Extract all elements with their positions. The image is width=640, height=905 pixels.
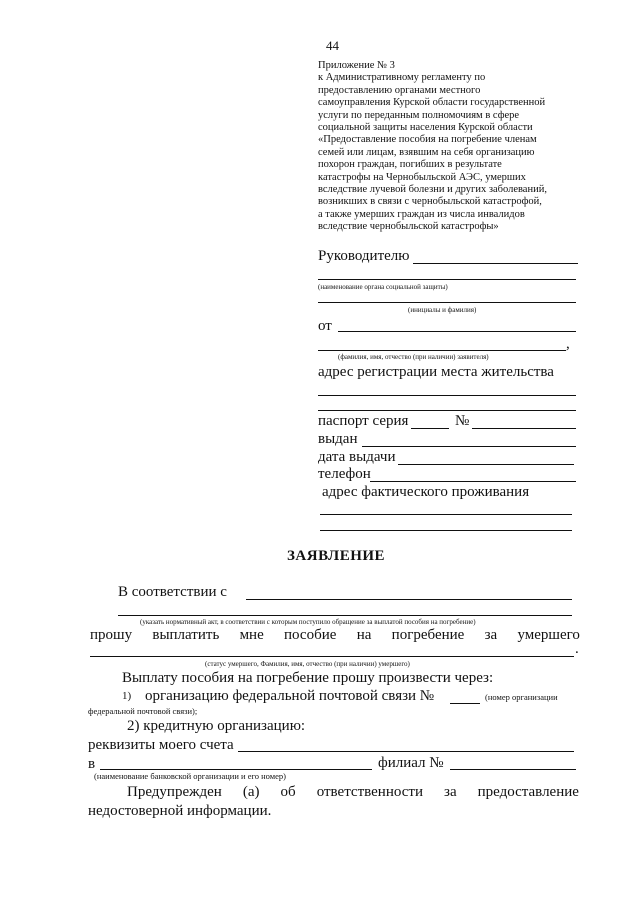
actual-address-label: адрес фактического проживания: [322, 484, 530, 500]
warning-word: об: [280, 784, 296, 800]
appendix-line: вследствие чернобыльской катастрофы»: [318, 221, 499, 233]
branch-label: филиал №: [378, 755, 444, 771]
branch-field[interactable]: [450, 769, 576, 770]
account-label: реквизиты моего счета: [88, 737, 234, 753]
initials-caption: (инициалы и фамилия): [408, 306, 477, 314]
appendix-line: к Административному регламенту по: [318, 72, 486, 84]
appendix-line: услуги по переданным полномочиям в сфере: [318, 109, 520, 121]
warning-word: за: [444, 784, 457, 800]
warning-word: (а): [242, 784, 260, 800]
request-word: погребение: [391, 627, 465, 643]
option1-hint: федеральной почтовой связи);: [88, 706, 198, 716]
request-word: выплатить: [152, 627, 220, 643]
request-word: прошу: [90, 627, 133, 643]
appendix-line: самоуправления Курской области государственной: [318, 97, 546, 109]
payment-line: Выплату пособия на погребение прошу произвести через:: [122, 670, 494, 686]
act-field[interactable]: [246, 599, 572, 600]
appendix-line: возникших в связи с чернобыльской катастрофой,: [318, 196, 542, 208]
passport-number-field[interactable]: [472, 428, 576, 429]
appendix-line: похорон граждан, погибших в результате: [318, 159, 502, 171]
in-label: в: [88, 756, 96, 772]
phone-field[interactable]: [370, 481, 576, 482]
page-number: 44: [326, 38, 339, 53]
warning-line: [127, 784, 579, 801]
option1-number: 1): [122, 690, 132, 702]
appendix-line: катастрофы на Чернобыльской АЭС, умерших: [318, 171, 526, 183]
to-label: Руководителю: [318, 248, 410, 264]
phone-label: телефон: [318, 466, 371, 482]
issue-date-field[interactable]: [398, 464, 574, 465]
request-word: за: [484, 627, 498, 643]
appendix-line: предоставлению органами местного: [318, 84, 481, 96]
request-word: пособие: [284, 627, 337, 643]
issued-label: выдан: [318, 431, 358, 447]
address-label: адрес регистрации места жительства: [318, 364, 554, 380]
comma: ,: [566, 336, 570, 352]
address-field-2[interactable]: [318, 410, 576, 411]
option2-text[interactable]: 2) кредитную организацию:: [127, 718, 306, 734]
issue-date-label: дата выдачи: [318, 449, 396, 465]
applicant-caption: (фамилия, имя, отчество (при наличии) заявителя): [338, 353, 489, 361]
organ-caption: (наименование органа социальной защиты): [318, 283, 448, 291]
passport-label: паспорт серия: [318, 413, 409, 429]
appendix-line: а также умерших граждан из числа инвалидов: [318, 208, 525, 220]
appendix-line: социальной защиты населения Курской области: [318, 122, 533, 134]
option1-hint: (номер организации: [485, 692, 558, 702]
request-word: на: [356, 627, 372, 643]
actual-address-field-1[interactable]: [320, 514, 572, 515]
head-name-field[interactable]: [413, 263, 578, 264]
appendix-line: «Предоставление пособия на погребение членам: [318, 134, 537, 146]
applicant-field-2[interactable]: [318, 350, 566, 351]
issued-field[interactable]: [362, 446, 576, 447]
warning-word: предоставление: [477, 784, 579, 800]
from-label: от: [318, 318, 332, 334]
warning-word: Предупрежден: [127, 784, 222, 800]
act-caption: (указать нормативный акт, в соответствии с которым поступило обращение за выплатой пособия на погребение): [140, 618, 476, 626]
request-word: мне: [239, 627, 264, 643]
deceased-field[interactable]: [90, 656, 574, 657]
appendix-line: семей или лицам, взявшим на себя организацию: [318, 146, 535, 158]
appendix-line: Приложение № 3: [318, 60, 395, 71]
warning-word: ответственности: [316, 784, 423, 800]
number-sign: №: [455, 413, 470, 429]
bank-field[interactable]: [100, 769, 372, 770]
bank-caption: (наименование банковской организации и его номер): [94, 771, 286, 781]
act-field-2[interactable]: [118, 615, 572, 616]
organ-field[interactable]: [318, 279, 576, 280]
warning-line-2: недостоверной информации.: [88, 803, 272, 819]
appendix-line: вследствие лучевой болезни и других заболеваний,: [318, 184, 547, 196]
passport-series-field[interactable]: [411, 428, 449, 429]
period: .: [575, 641, 579, 657]
request-word: умершего: [517, 627, 580, 643]
appendix-block: [318, 60, 608, 234]
request-line: [90, 627, 580, 644]
post-office-number-field[interactable]: [450, 703, 480, 704]
option1-text[interactable]: организацию федеральной почтовой связи №: [145, 688, 435, 704]
applicant-field[interactable]: [338, 331, 576, 332]
statement-title: ЗАЯВЛЕНИЕ: [287, 548, 386, 564]
account-field[interactable]: [238, 751, 574, 752]
accordance-label: В соответствии с: [118, 584, 227, 600]
address-field-1[interactable]: [318, 395, 576, 396]
deceased-caption: (статус умершего, Фамилия, имя, отчество (при наличии) умершего): [205, 660, 410, 668]
actual-address-field-2[interactable]: [320, 530, 572, 531]
initials-field[interactable]: [318, 302, 576, 303]
